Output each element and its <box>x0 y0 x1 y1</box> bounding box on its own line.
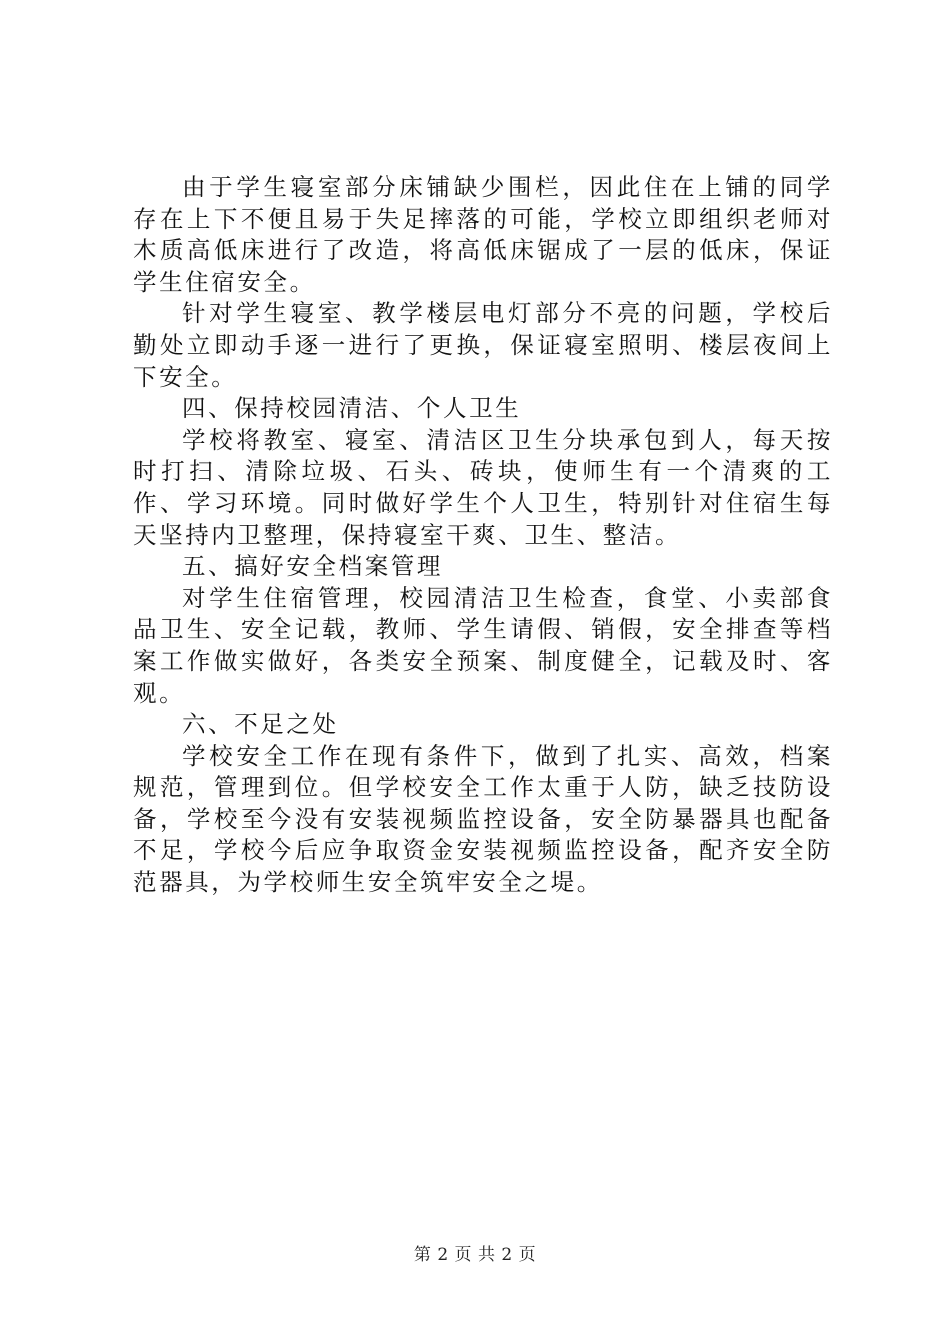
paragraph-archives: 对学生住宿管理，校园清洁卫生检查，食堂、小卖部食品卫生、安全记载，教师、学生请假、销假，安全排查等档案工作做实做好，各类安全预案、制度健全，记载及时、客观。 <box>133 583 833 707</box>
paragraph-dormitory-beds: 由于学生寝室部分床铺缺少围栏，因此住在上铺的同学存在上下不便且易于失足摔落的可能，学校立即组织老师对木质高低床进行了改造，将高低床锯成了一层的低床，保证学生住宿安全。 <box>133 173 833 296</box>
section-heading-shortcomings: 六、不足之处 <box>182 710 339 739</box>
section-heading-archives: 五、搞好安全档案管理 <box>182 552 443 581</box>
section-heading-cleanliness: 四、保持校园清洁、个人卫生 <box>182 394 522 423</box>
document-body <box>133 172 833 899</box>
paragraph-lighting-repair: 针对学生寝室、教学楼层电灯部分不亮的问题，学校后勤处立即动手逐一进行了更换，保证寝室照明、楼层夜间上下安全。 <box>133 299 833 391</box>
paragraph-cleanliness: 学校将教室、寝室、清洁区卫生分块承包到人，每天按时打扫、清除垃圾、石头、砖块，使师生有一个清爽的工作、学习环境。同时做好学生个人卫生，特别针对住宿生每天坚持内卫整理，保持寝室干爽、卫生、整洁。 <box>133 425 833 549</box>
page-footer: 第 2 页 共 2 页 <box>413 1245 537 1265</box>
paragraph-shortcomings: 学校安全工作在现有条件下，做到了扎实、高效，档案规范，管理到位。但学校安全工作太重于人防，缺乏技防设备，学校至今没有安装视频监控设备，安全防暴器具也配备不足，学校今后应争取资金安装视频监控设备，配齐安全防范器具，为学校师生安全筑牢安全之堤。 <box>133 741 833 897</box>
